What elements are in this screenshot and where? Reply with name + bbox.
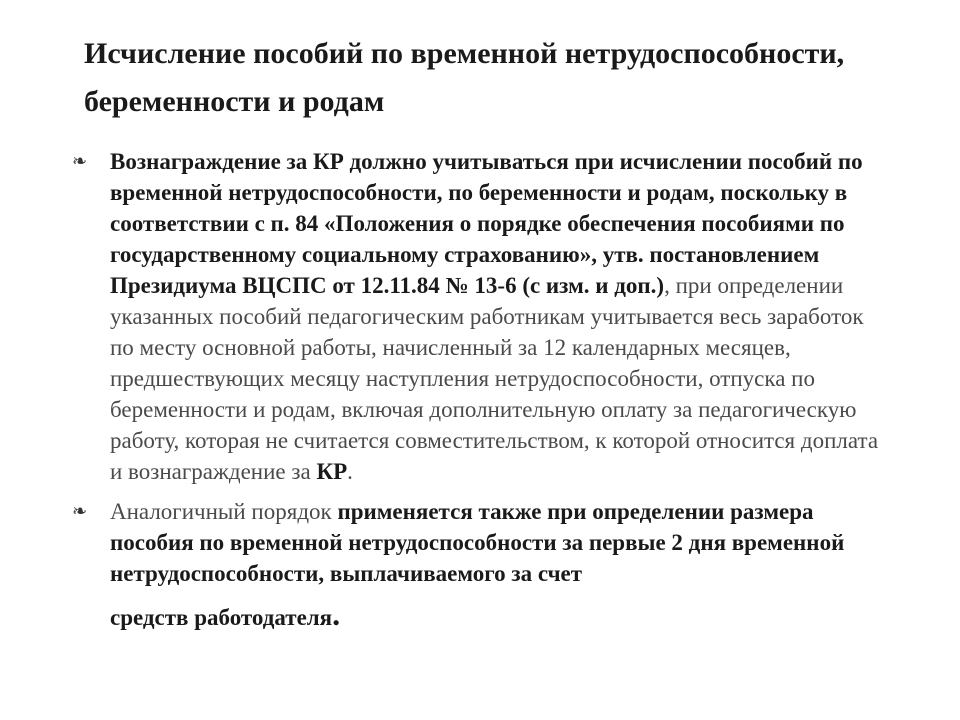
bullet-end-punct: . xyxy=(347,459,353,484)
slide-body xyxy=(72,146,892,635)
bullet-bold-end: КР xyxy=(316,459,348,484)
bullet-normal-text: , при определении указанных пособий педагогическим работникам учитывается весь заработок по месту основной работы, начисленный за 12 календарных месяцев, предшествующих месяцу наступления нетрудоспособности, отпуска по беременности и родам, включая дополнительную оплату за педагогическую работу, которая не считается совместительством, к которой относится доплата и вознаграждение за xyxy=(110,273,879,484)
slide-title: Исчисление пособий по временной нетрудоспособности, беременности и родам xyxy=(84,37,845,118)
floral-bullet-icon: ❧ xyxy=(72,151,88,171)
bullet-normal-text: Аналогичный порядок xyxy=(110,499,338,524)
bullet-end-punct: . xyxy=(332,596,341,632)
bullet-item xyxy=(72,146,892,487)
bullet-last-line xyxy=(110,597,892,635)
bullet-bold-text: Вознаграждение за КР должно учитываться при исчислении пособий по временной нетрудоспособности, по беременности и родам, поскольку в соответствии с п. 84 «Положения о порядке обеспечения пособиями по государственному социальному страхованию», утв. постановлением Президиума ВЦСПС от 12.11.84 № 13-6 (с изм. и доп.) xyxy=(110,149,863,298)
bullet-bold-text: применяется также при определении размера пособия по временной нетрудоспособности за первые 2 дня временной нетрудоспособности, выплачиваемого за счет xyxy=(110,499,845,586)
bullet-item xyxy=(72,496,892,635)
bullet-last-line-text: средств работодателя xyxy=(110,605,333,630)
floral-bullet-icon: ❧ xyxy=(72,501,88,521)
